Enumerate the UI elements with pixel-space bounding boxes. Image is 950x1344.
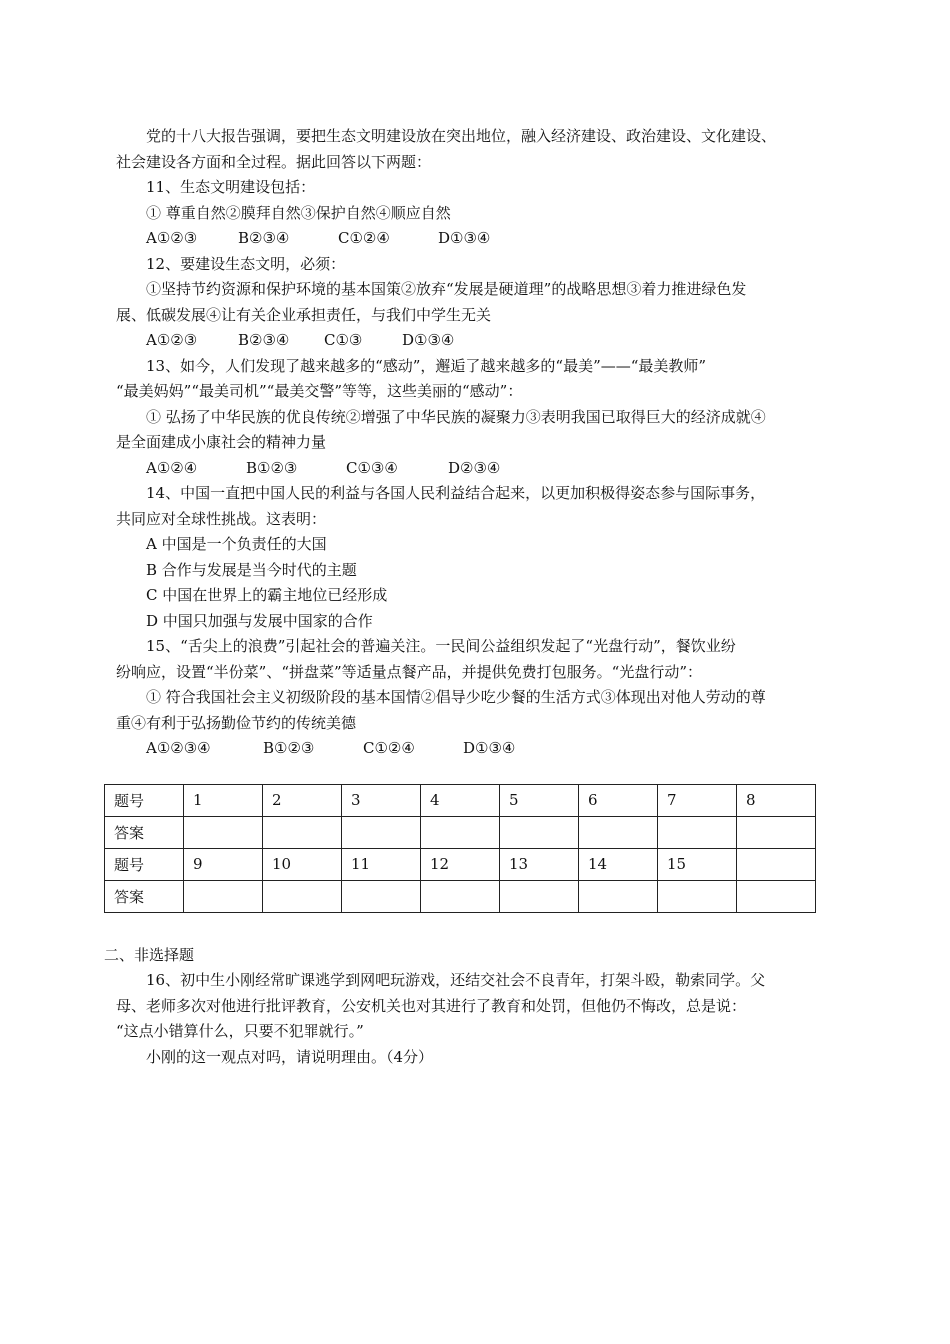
- intro-line-2: 社会建设各方面和全过程。据此回答以下两题：: [116, 152, 432, 171]
- q14-option-c: C 中国在世界上的霸主地位已经形成: [146, 586, 388, 604]
- answer-table: [104, 784, 816, 913]
- answer-cell[interactable]: [421, 880, 500, 912]
- q12-items-2: 展、低碳发展④让有关企业承担责任，与我们中学生无关: [116, 305, 492, 324]
- q13-stem-1: 13、如今，人们发现了越来越多的“感动”，邂逅了越来越多的“最美”——“最美教师”: [146, 356, 707, 375]
- q11-options: [116, 226, 840, 252]
- answer-cell[interactable]: [737, 880, 816, 912]
- table-row: [105, 784, 816, 816]
- answer-cell[interactable]: [579, 816, 658, 848]
- table-cell: [737, 848, 816, 880]
- q11-stem: 11、生态文明建设包括：: [146, 178, 316, 196]
- answer-cell[interactable]: [184, 816, 263, 848]
- answer-cell[interactable]: [263, 880, 342, 912]
- table-cell: 13: [500, 848, 579, 880]
- answer-cell[interactable]: [579, 880, 658, 912]
- intro-line-1: 党的十八大报告强调，要把生态文明建设放在突出地位，融入经济建设、政治建设、文化建设、: [146, 127, 777, 145]
- q13-option-c: C①③④: [346, 458, 398, 477]
- document-page: [104, 124, 840, 1070]
- table-row: [105, 816, 816, 848]
- q12-items-1: ①坚持节约资源和保护环境的基本国策②放弃“发展是硬道理”的战略思想③着力推进绿色发: [146, 280, 747, 298]
- q13-option-d: D②③④: [448, 458, 501, 477]
- q12-option-d: D①③④: [402, 331, 455, 349]
- q16-prompt: 小刚的这一观点对吗，请说明理由。（4分）: [146, 1047, 434, 1066]
- answer-cell[interactable]: [500, 816, 579, 848]
- table-cell: 10: [263, 848, 342, 880]
- q11-option-a: A①②③: [146, 229, 198, 247]
- q15-stem-1: 15、“舌尖上的浪费”引起社会的普遍关注。一民间公益组织发起了“光盘行动”，餐饮业纷: [146, 637, 736, 655]
- q16-line-2: 母、老师多次对他进行批评教育，公安机关也对其进行了教育和处罚，但他仍不悔改，总是说：: [116, 996, 747, 1015]
- table-cell: 12: [421, 848, 500, 880]
- table-cell: 3: [342, 784, 421, 816]
- q14-stem-2: 共同应对全球性挑战。这表明：: [116, 509, 327, 528]
- q15-options: [116, 736, 840, 762]
- table-cell: 题号: [105, 848, 184, 880]
- table-cell: 5: [500, 784, 579, 816]
- q11-option-b: B②③④: [238, 229, 290, 247]
- answer-cell[interactable]: [263, 816, 342, 848]
- q12-stem: 12、要建设生态文明，必须：: [146, 254, 346, 273]
- q15-option-d: D①③④: [463, 739, 516, 757]
- q14-option-a: A 中国是一个负责任的大国: [146, 535, 327, 553]
- q16-line-1: 16、初中生小刚经常旷课逃学到网吧玩游戏，还结交社会不良青年，打架斗殴，勒索同学。父: [146, 971, 766, 989]
- table-cell: 2: [263, 784, 342, 816]
- table-cell: 8: [737, 784, 816, 816]
- table-cell: 9: [184, 848, 263, 880]
- answer-cell[interactable]: [342, 880, 421, 912]
- q12-option-b: B②③④: [238, 331, 290, 349]
- table-cell: 题号: [105, 784, 184, 816]
- q13-option-a: A①②④: [146, 458, 198, 477]
- table-cell: 1: [184, 784, 263, 816]
- section-2: [104, 943, 840, 969]
- q13-option-b: B①②③: [246, 458, 298, 477]
- answer-cell[interactable]: [658, 816, 737, 848]
- q11-items: ① 尊重自然②膜拜自然③保护自然④顺应自然: [146, 203, 451, 222]
- q13-items-2: 是全面建成小康社会的精神力量: [116, 433, 327, 451]
- answer-table-wrapper: [104, 784, 840, 913]
- q12-option-a: A①②③: [146, 331, 198, 349]
- q13-items-1: ① 弘扬了中华民族的优良传统②增强了中华民族的凝聚力③表明我国已取得巨大的经济成就④: [146, 407, 766, 426]
- answer-cell[interactable]: [500, 880, 579, 912]
- answer-cell[interactable]: [658, 880, 737, 912]
- table-row: [105, 880, 816, 912]
- q13-stem-2: “最美妈妈”“最美司机”“最美交警”等等，这些美丽的“感动”：: [116, 382, 523, 400]
- q15-stem-2: 纷响应，设置“半份菜”、“拼盘菜”等适量点餐产品，并提供免费打包服务。“光盘行动”：: [116, 662, 703, 681]
- q14-stem-1: 14、中国一直把中国人民的利益与各国人民利益结合起来，以更加积极得姿态参与国际事务，: [146, 484, 766, 502]
- q15-items-2: 重④有利于弘扬勤俭节约的传统美德: [116, 713, 357, 732]
- q11-option-d: D①③④: [438, 229, 491, 247]
- q14-option-b: B 合作与发展是当今时代的主题: [146, 560, 357, 579]
- q12-option-c: C①③: [324, 331, 363, 349]
- section-2-title: 二、非选择题: [104, 945, 195, 964]
- answer-cell[interactable]: [342, 816, 421, 848]
- table-row: [105, 848, 816, 880]
- q11-option-c: C①②④: [338, 229, 390, 247]
- table-cell: 11: [342, 848, 421, 880]
- table-cell: 14: [579, 848, 658, 880]
- q13-options: [116, 456, 840, 482]
- q14-option-d: D 中国只加强与发展中国家的合作: [146, 611, 373, 630]
- answer-cell[interactable]: [737, 816, 816, 848]
- q15-items-1: ① 符合我国社会主义初级阶段的基本国情②倡导少吃少餐的生活方式③体现出对他人劳动的尊: [146, 688, 766, 706]
- answer-cell[interactable]: [421, 816, 500, 848]
- q12-options: [116, 328, 840, 354]
- q15-option-b: B①②③: [263, 739, 315, 757]
- table-cell: 7: [658, 784, 737, 816]
- table-cell: 15: [658, 848, 737, 880]
- q16-line-3: “这点小错算什么，只要不犯罪就行。”: [116, 1022, 364, 1040]
- table-cell: 6: [579, 784, 658, 816]
- q15-option-a: A①②③④: [146, 739, 211, 757]
- table-cell: 答案: [105, 880, 184, 912]
- answer-cell[interactable]: [184, 880, 263, 912]
- q15-option-c: C①②④: [363, 739, 415, 757]
- table-cell: 4: [421, 784, 500, 816]
- table-cell: 答案: [105, 816, 184, 848]
